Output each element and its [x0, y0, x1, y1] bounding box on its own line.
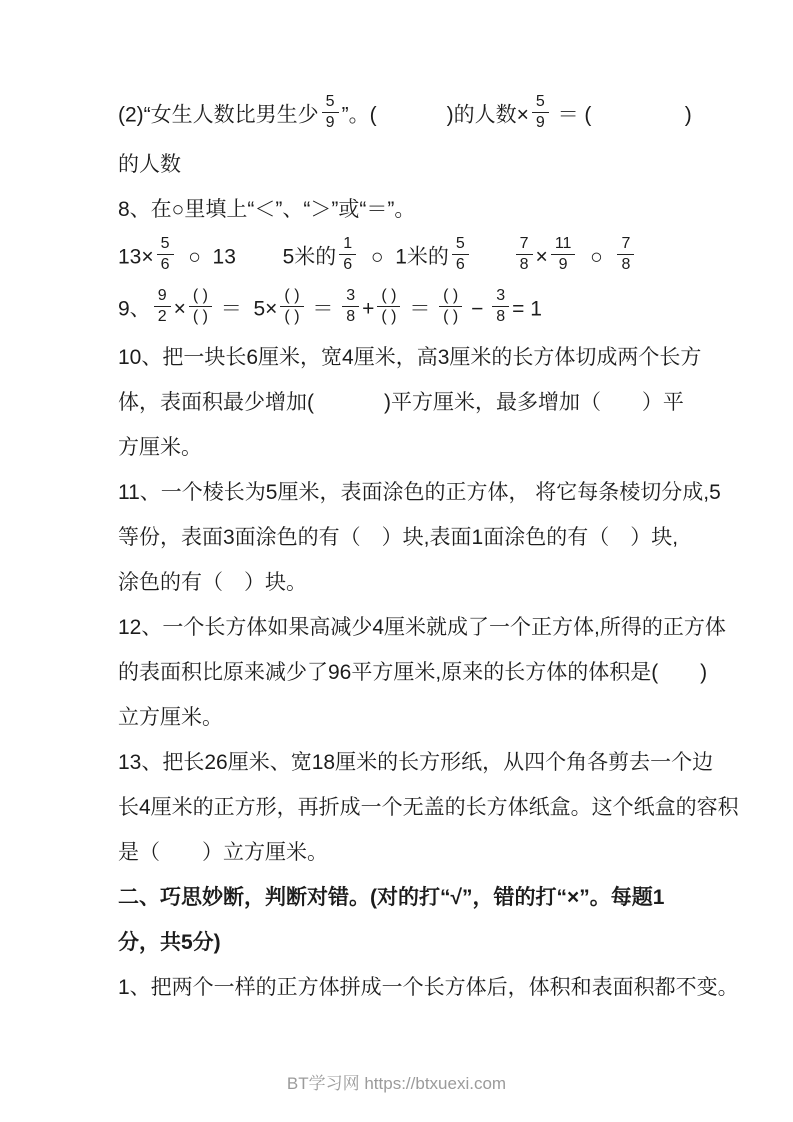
text-run: 分，共5分): [118, 931, 221, 955]
q-fill-2-line1: [118, 93, 758, 136]
q11-line3: [118, 566, 758, 599]
text-run: 二、巧思妙断，判断对错。(对的打“√”，错的打“×”。每题1: [118, 886, 665, 910]
text-run: ○: [578, 245, 615, 269]
fraction-denominator: 9: [558, 256, 568, 274]
q8-items: [118, 234, 758, 278]
fraction-numerator: 11: [551, 235, 576, 255]
section2-q1: [118, 971, 758, 1004]
section2-heading-line2: [118, 926, 758, 959]
fraction: [452, 235, 469, 275]
text-run: 长4厘米的正方形，再折成一个无盖的长方体纸盒。这个纸盒的容积: [118, 796, 739, 820]
fraction-numerator: 1: [339, 235, 356, 255]
footer-watermark: BT学习网 https://btxuexi.com: [286, 1074, 507, 1093]
text-run: (2)“女生人数比男生少: [118, 103, 319, 127]
text-run: 涂色的有（ ）块。: [118, 571, 307, 595]
text-run: ”。( )的人数×: [341, 103, 529, 127]
text-run: 方厘米。: [118, 436, 202, 460]
text-run: ○ 1米的: [359, 245, 449, 269]
fraction-numerator: 3: [342, 287, 359, 307]
text-run: 等份，表面3面涂色的有（ ）块,表面1面涂色的有（ ）块,: [118, 526, 679, 550]
fraction: [157, 235, 174, 275]
fraction-denominator: 8: [519, 256, 529, 274]
fraction-numerator: ( ): [280, 287, 303, 307]
q10-line2: [118, 386, 758, 419]
q12-line3: [118, 701, 758, 734]
text-run: 是（ ）立方厘米。: [118, 841, 328, 865]
q13-line1: [118, 746, 758, 779]
fraction: [154, 287, 171, 327]
text-run: ＝: [306, 297, 340, 320]
fraction: [280, 287, 303, 327]
fraction-denominator: ( ): [284, 307, 300, 325]
fraction: [617, 235, 634, 275]
q-fill-2-line2: [118, 148, 758, 181]
fraction-numerator: 3: [492, 287, 509, 307]
fraction-denominator: ( ): [192, 307, 208, 325]
q10-line1: [118, 341, 758, 374]
q10-line3: [118, 431, 758, 464]
fraction-denominator: 6: [160, 256, 170, 274]
fraction-numerator: 5: [322, 93, 339, 113]
text-run: 11、一个棱长为5厘米，表面涂色的正方体， 将它每条棱切分成,5: [118, 481, 721, 505]
text-run: 8、在○里填上“＜”、“＞”或“＝”。: [118, 197, 416, 221]
worksheet-content: [118, 93, 758, 1016]
fraction-denominator: 9: [535, 114, 545, 132]
text-run: 立方厘米。: [118, 706, 223, 730]
text-run: −: [465, 297, 490, 320]
fraction: [322, 93, 339, 133]
q9-equation: [118, 286, 758, 330]
q12-line1: [118, 611, 758, 644]
text-run: 12、一个长方体如果高减少4厘米就成了一个正方体,所得的正方体: [118, 616, 726, 640]
fraction-denominator: 8: [346, 307, 356, 325]
text-run: ×: [535, 245, 548, 269]
text-run: 的人数: [118, 152, 181, 176]
fraction-denominator: 8: [621, 256, 631, 274]
fraction: [551, 235, 576, 275]
fraction-numerator: ( ): [439, 287, 462, 307]
fraction-numerator: 5: [157, 235, 174, 255]
text-run: ＝ 5×: [214, 297, 278, 320]
fraction: [492, 287, 509, 327]
fraction-numerator: 5: [452, 235, 469, 255]
text-run: ＝: [403, 297, 437, 320]
text-run: 的表面积比原来减少了96平方厘米,原来的长方体的体积是( ): [118, 661, 708, 685]
fraction-denominator: ( ): [381, 307, 397, 325]
q11-line1: [118, 476, 758, 509]
q13-line3: [118, 836, 758, 869]
fraction: [439, 287, 462, 327]
fraction: [342, 287, 359, 327]
text-run: 9、: [118, 297, 151, 320]
text-run: ＝ ( ): [551, 103, 692, 127]
q8-stem: [118, 193, 758, 226]
fraction-numerator: 9: [154, 287, 171, 307]
fraction-denominator: 2: [157, 307, 167, 325]
text-run: ○ 13 5米的: [176, 245, 337, 269]
text-run: [472, 245, 513, 268]
fraction-denominator: 6: [343, 256, 353, 274]
fraction-numerator: ( ): [189, 287, 212, 307]
fraction-numerator: ( ): [377, 287, 400, 307]
text-run: 体，表面积最少增加( )平方厘米，最多增加（ ）平: [118, 391, 684, 415]
q11-line2: [118, 521, 758, 554]
text-run: +: [362, 297, 375, 320]
fraction-numerator: 7: [516, 235, 533, 255]
text-run: 13×: [118, 245, 154, 269]
fraction-numerator: 7: [617, 235, 634, 255]
fraction-numerator: 5: [532, 93, 549, 113]
fraction-denominator: 6: [455, 256, 465, 274]
text-run: 1、把两个一样的正方体拼成一个长方体后，体积和表面积都不变。: [118, 976, 739, 1000]
fraction: [377, 287, 400, 327]
fraction-denominator: 8: [496, 307, 506, 325]
fraction-denominator: ( ): [443, 307, 459, 325]
fraction: [339, 235, 356, 275]
fraction: [532, 93, 549, 133]
text-run: ×: [173, 297, 186, 320]
text-run: = 1: [512, 297, 542, 320]
text-run: 13、把长26厘米、宽18厘米的长方形纸，从四个角各剪去一个边: [118, 751, 714, 775]
section2-heading-line1: [118, 881, 758, 914]
fraction: [189, 287, 212, 327]
q12-line2: [118, 656, 758, 689]
q13-line2: [118, 791, 758, 824]
text-run: 10、把一块长6厘米，宽4厘米，高3厘米的长方体切成两个长方: [118, 346, 702, 370]
fraction: [516, 235, 533, 275]
fraction-denominator: 9: [325, 114, 335, 132]
